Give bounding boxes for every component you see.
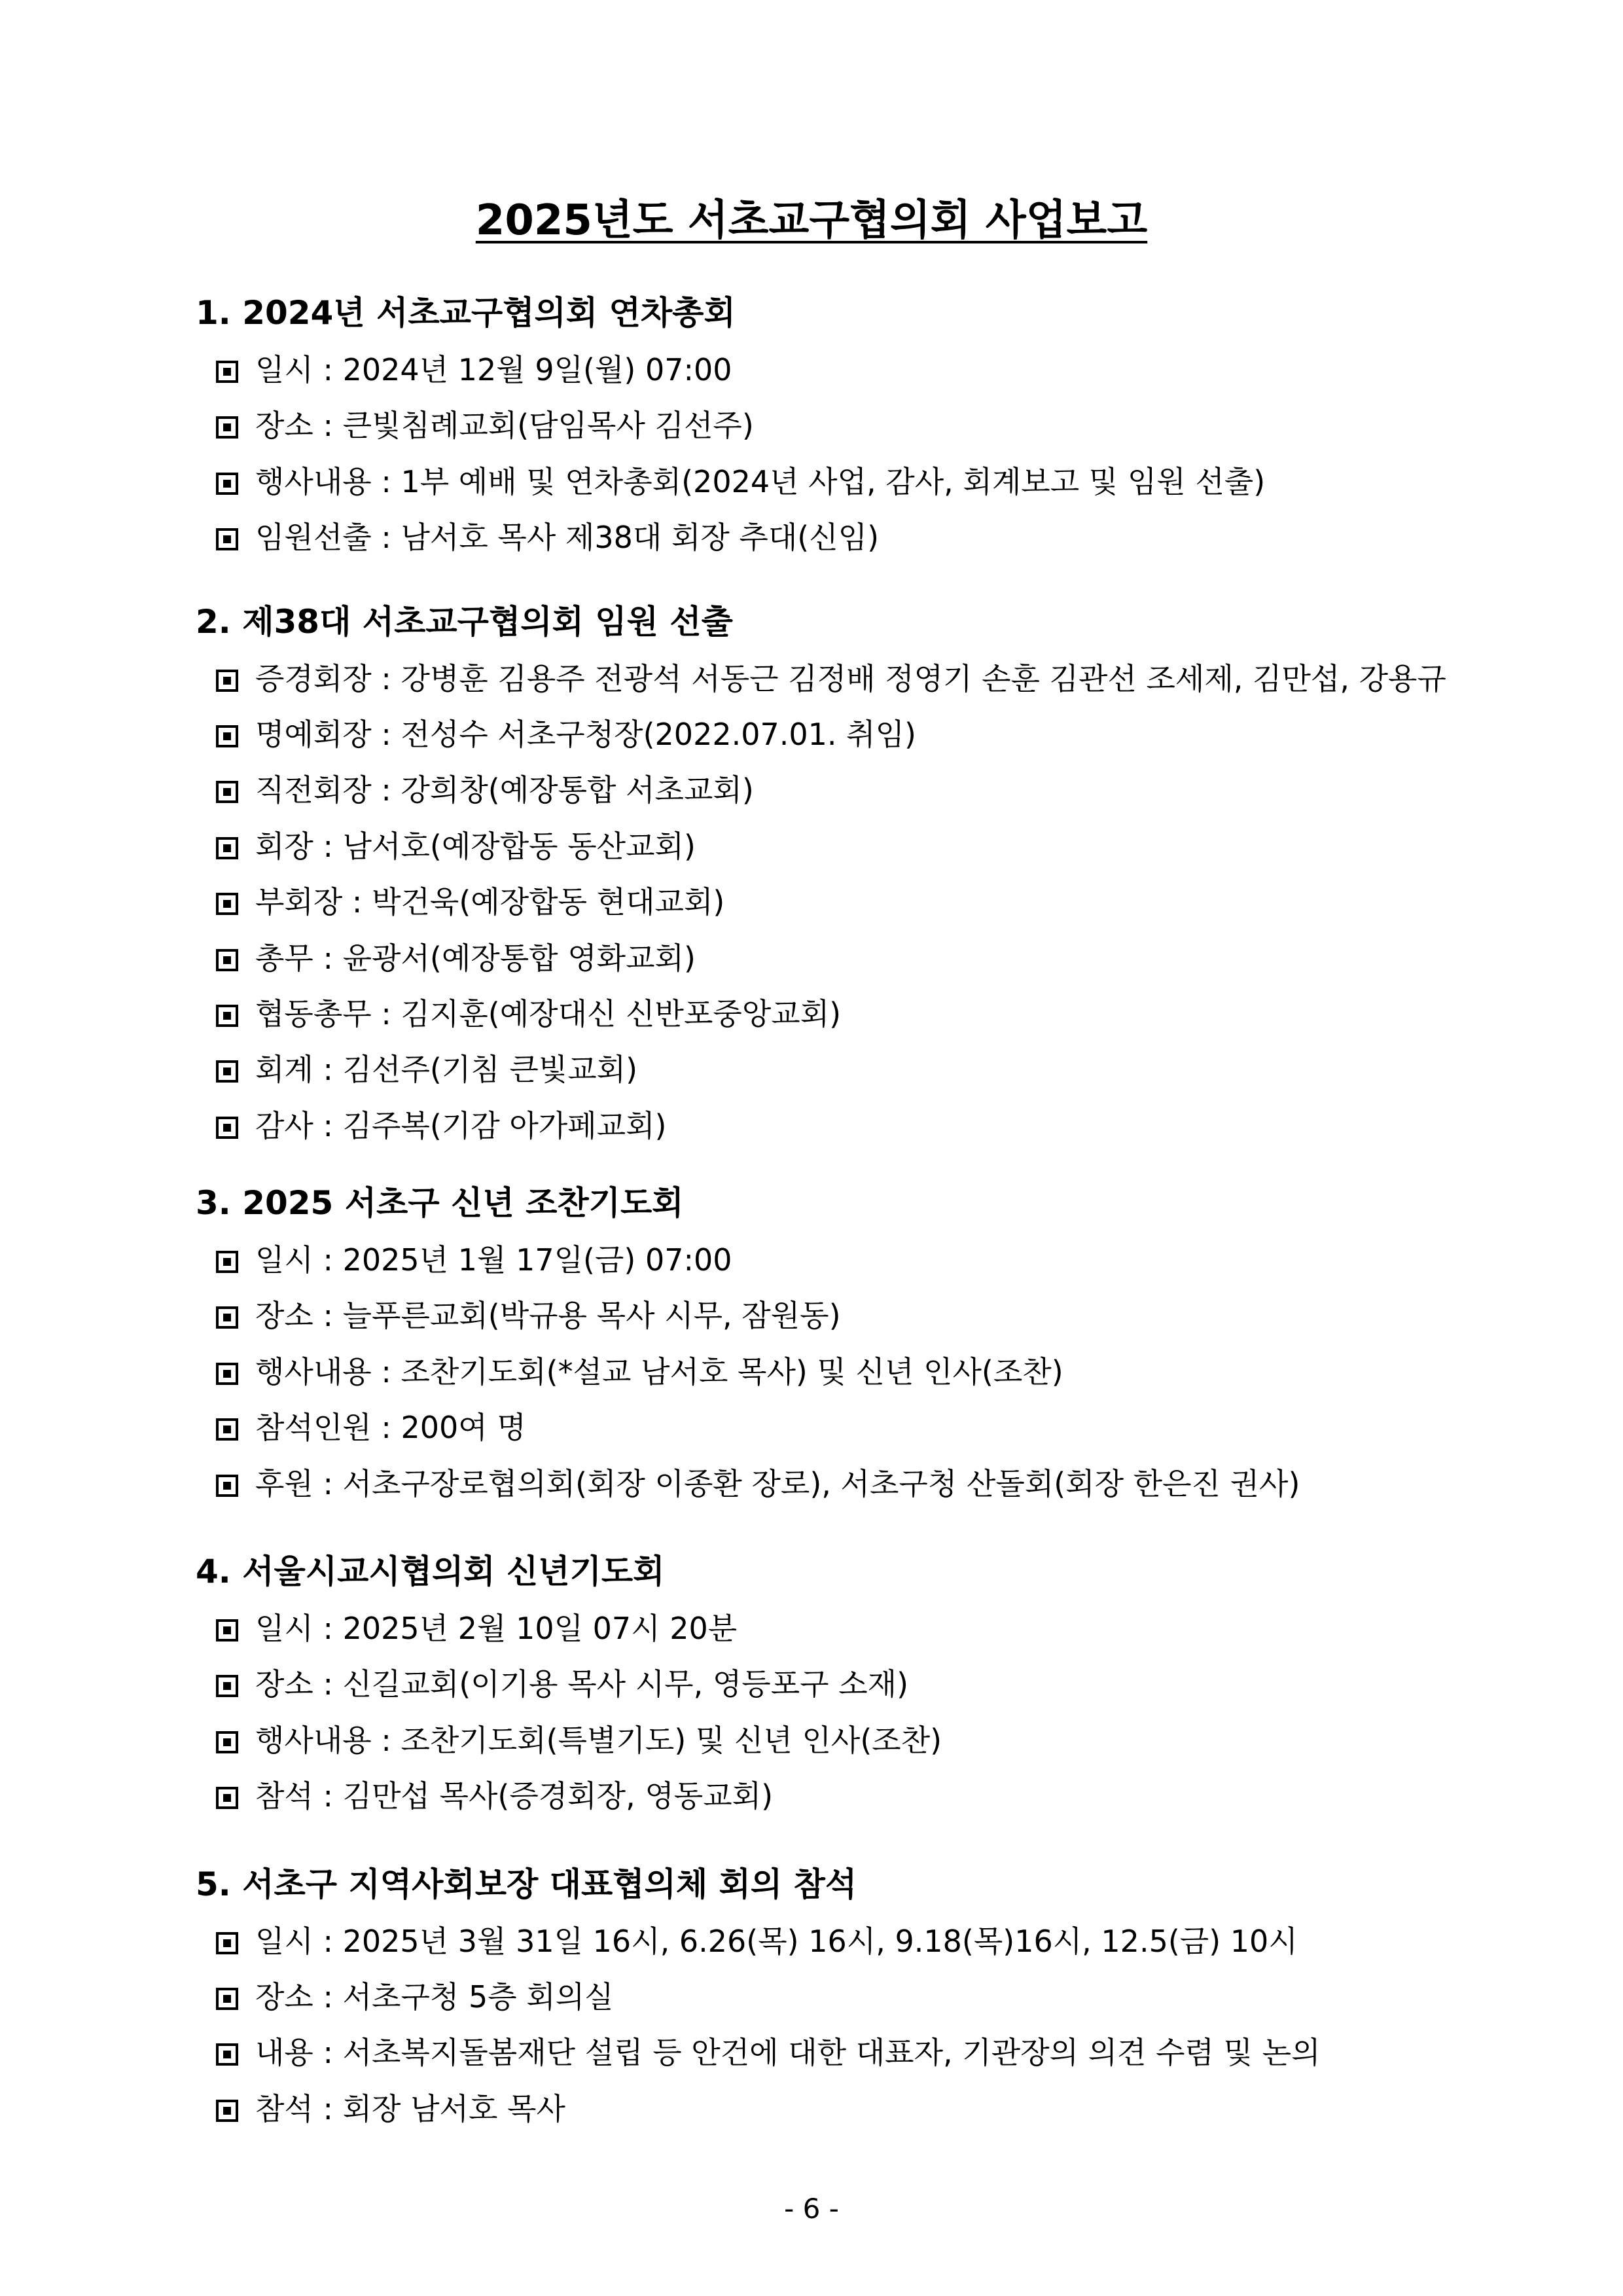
list-item-text: 회계 : 김선주(기침 큰빛교회) [255, 1052, 638, 1088]
list-item-text: 일시 : 2024년 12월 9일(월) 07:00 [255, 352, 732, 387]
square-bullet-icon [216, 1005, 238, 1027]
list-item [196, 762, 1472, 818]
list-item-text: 일시 : 2025년 3월 31일 16시, 6.26(목) 16시, 9.18(목)16시, 12.5(금) 10시 [255, 1923, 1298, 1959]
list-item [196, 651, 1472, 707]
list-item-text: 장소 : 신길교회(이기용 목사 시무, 영등포구 소재) [255, 1666, 909, 1702]
list-item [196, 819, 1472, 874]
list-item-text: 총무 : 윤광서(예장통합 영화교회) [255, 940, 696, 976]
square-bullet-icon [216, 893, 238, 915]
list-item [196, 2081, 1472, 2137]
report-body [196, 283, 1472, 2137]
square-bullet-icon [216, 1932, 238, 1954]
list-item [196, 1456, 1472, 1512]
list-item [196, 986, 1472, 1042]
square-bullet-icon [216, 1117, 238, 1139]
list-item-text: 명예회장 : 전성수 서초구청장(2022.07.01. 취임) [255, 716, 916, 752]
square-bullet-icon [216, 1787, 238, 1809]
list-item [196, 707, 1472, 762]
list-item [196, 1657, 1472, 1712]
list-item [196, 510, 1472, 565]
section-heading: 3. 2025 서초구 신년 조찬기도회 [196, 1184, 684, 1223]
section-heading: 5. 서초구 지역사회보장 대표협의체 회의 참석 [196, 1865, 857, 1903]
square-bullet-icon [216, 473, 238, 495]
section-heading: 2. 제38대 서초교구협의회 임원 선출 [196, 602, 733, 641]
square-bullet-icon [216, 1619, 238, 1641]
list-item-text: 일시 : 2025년 2월 10일 07시 20분 [255, 1611, 738, 1647]
list-item-text: 행사내용 : 1부 예배 및 연차총회(2024년 사업, 감사, 회계보고 및 임원 선출) [255, 463, 1266, 499]
list-item [196, 1344, 1472, 1400]
page-title-text: 2025년도 서초교구협의회 사업보고 [475, 196, 1148, 245]
square-bullet-icon [216, 725, 238, 747]
list-item-text: 일시 : 2025년 1월 17일(금) 07:00 [255, 1242, 732, 1278]
list-item-text: 회장 : 남서호(예장합동 동산교회) [255, 828, 696, 864]
section-heading: 4. 서울시교시협의회 신년기도회 [196, 1552, 665, 1591]
report-section [196, 283, 1472, 566]
list-item-text: 부회장 : 박건욱(예장합동 현대교회) [255, 884, 725, 920]
square-bullet-icon [216, 1306, 238, 1329]
list-item-text: 참석 : 김만섭 목사(증경회장, 영동교회) [255, 1778, 774, 1814]
square-bullet-icon [216, 1988, 238, 2010]
square-bullet-icon [216, 1418, 238, 1441]
report-section [196, 1542, 1472, 1825]
list-item-text: 협동총무 : 김지훈(예장대신 신반포중앙교회) [255, 996, 842, 1031]
list-item [196, 1713, 1472, 1768]
list-item-text: 행사내용 : 조찬기도회(특별기도) 및 신년 인사(조찬) [255, 1722, 942, 1758]
square-bullet-icon [216, 1475, 238, 1497]
square-bullet-icon [216, 1675, 238, 1697]
list-item [196, 1601, 1472, 1657]
square-bullet-icon [216, 837, 238, 859]
list-item [196, 1098, 1472, 1154]
list-item-text: 참석 : 회장 남서호 목사 [255, 2090, 565, 2126]
list-item [196, 1768, 1472, 1824]
list-item [196, 1042, 1472, 1098]
report-section [196, 592, 1472, 1155]
list-item-text: 후원 : 서초구장로협의회(회장 이종환 장로), 서초구청 산돌회(회장 한은진 권사) [255, 1465, 1300, 1501]
square-bullet-icon [216, 1363, 238, 1385]
list-item [196, 2025, 1472, 2081]
list-item-text: 행사내용 : 조찬기도회(*설교 남서호 목사) 및 신년 인사(조찬) [255, 1354, 1063, 1390]
square-bullet-icon [216, 1060, 238, 1083]
list-item [196, 1969, 1472, 2025]
list-item [196, 342, 1472, 398]
list-item-text: 참석인원 : 200여 명 [255, 1410, 526, 1446]
list-item-text: 장소 : 늘푸른교회(박규용 목사 시무, 잠원동) [255, 1298, 841, 1334]
list-item-text: 증경회장 : 강병훈 김용주 전광석 서동근 김정배 정영기 손훈 김관선 조세제, 김만섭, 강용규 [255, 660, 1446, 696]
list-item [196, 1232, 1472, 1288]
square-bullet-icon [216, 1251, 238, 1273]
square-bullet-icon [216, 949, 238, 971]
list-item-text: 임원선출 : 남서호 목사 제38대 회장 추대(신임) [255, 520, 880, 556]
list-item [196, 398, 1472, 454]
list-item-text: 내용 : 서초복지돌봄재단 설립 등 안건에 대한 대표자, 기관장의 의견 수렴 및 논의 [255, 2035, 1321, 2071]
square-bullet-icon [216, 528, 238, 550]
page-number: - 6 - [784, 2193, 839, 2225]
square-bullet-icon [216, 361, 238, 383]
list-item [196, 1914, 1472, 1969]
list-item [196, 454, 1472, 510]
square-bullet-icon [216, 670, 238, 692]
list-item-text: 장소 : 큰빛침례교회(담임목사 김선주) [255, 408, 754, 444]
square-bullet-icon [216, 781, 238, 803]
page-title [0, 187, 1623, 247]
list-item-text: 직전회장 : 강희창(예장통합 서초교회) [255, 772, 754, 808]
list-item [196, 874, 1472, 930]
square-bullet-icon [216, 2043, 238, 2066]
list-item [196, 1400, 1472, 1456]
list-item [196, 1288, 1472, 1344]
square-bullet-icon [216, 416, 238, 439]
report-section [196, 1174, 1472, 1512]
list-item [196, 931, 1472, 986]
square-bullet-icon [216, 2100, 238, 2122]
list-item-text: 감사 : 김주복(기감 아가페교회) [255, 1107, 667, 1143]
list-item-text: 장소 : 서초구청 5층 회의실 [255, 1979, 614, 2015]
section-heading: 1. 2024년 서초교구협의회 연차총회 [196, 294, 736, 332]
square-bullet-icon [216, 1731, 238, 1753]
report-section [196, 1855, 1472, 2138]
